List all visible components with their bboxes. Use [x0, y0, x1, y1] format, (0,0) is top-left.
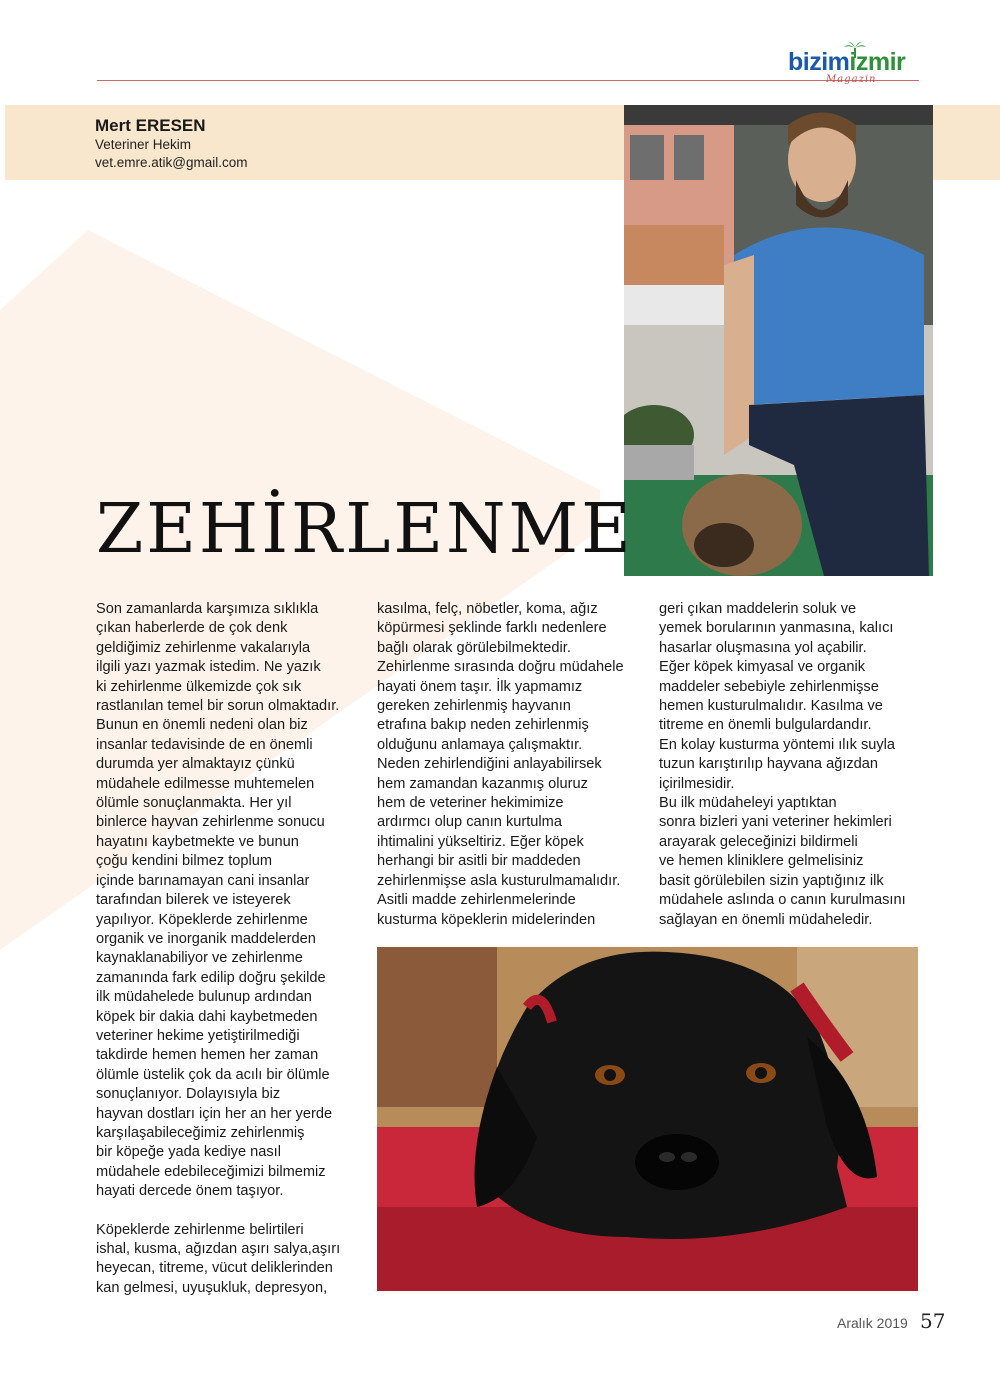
article-title: ZEHİRLENME — [96, 490, 634, 569]
issue-date: Aralık 2019 — [837, 1315, 908, 1331]
article-column-1 — [96, 600, 358, 1298]
author-photo — [624, 105, 933, 576]
magazine-logo — [788, 42, 923, 90]
article-column-3 — [659, 600, 921, 930]
paragraph: Son zamanlarda karşımıza sıklıkla çıkan haberlerde de çok denk geldiğimiz zehirlenme vakalarıyla ilgili yazı yazmak istedim. Ne yazık ki zehirlenme ülkemizde çok sık rastlanılan temel bir sorun olmaktadır. Bunun en önemli nedeni olan biz insanlar tedavisinde de en önemli durumda yer almaktayız çünkü müdahele edilmesse muhtemelen ölümle sonuçlanmakta. Her yıl binlerce hayvan zehirlenme sonucu hayatını kaybetmekte ve bunun çoğu kendini bilmez toplum içinde barınamayan cani insanlar tarafından bilerek ve isteyerek yapılıyor. Köpeklerde zehirlenme organik ve inorganik maddelerden kaynaklanabiliyor ve zehirlenme zamanında fark edilip doğru şekilde ilk müdahelede bulunup ardından köpek bir dakia dahi kaybetmeden veteriner hekime yetiştirilmediği takdirde hemen hemen her zaman ölümle üstelik çok da acılı bir ölümle sonuçlanıyor. Dolayısıyla biz hayvan dostları için her an her yerde karşılaşabileceğimiz zehirlenmiş bir köpeğe yada kediye nasıl müdahele edebileceğimizi bilmemiz hayati dercede önem taşıyor. — [96, 601, 340, 1200]
article-column-2 — [377, 600, 639, 930]
logo-subtitle: Magazin — [826, 74, 877, 85]
author-name: Mert ERESEN — [95, 116, 206, 135]
logo-wordmark: bizimizmir — [788, 48, 906, 76]
paragraph: geri çıkan maddelerin soluk ve yemek borularının yanmasına, kalıcı hasarlar oluşmasına yol açabilir. Eğer köpek kimyasal ve organik maddeler sebebiyle zehirlenmişse hemen kusturulmalıdır. Kasılma ve titreme en önemli bulgulardandır. En kolay kusturma yöntemi ılık suyla tuzun karıştırılıp hayvana ağızdan içirilmesidir. — [659, 601, 896, 792]
author-role: Veteriner Hekim — [95, 137, 192, 152]
paragraph: kasılma, felç, nöbetler, koma, ağız köpürmesi şeklinde farklı nedenlere bağlı olarak görülebilmektedir. Zehirlenme sırasında doğru müdahele hayati önem taşır. İlk yapmamız gereken zehirlenmiş hayvanın etrafına bakıp neden zehirlenmiş olduğunu anlamaya çalışmaktır. Neden zehirlendiğini anlayabilirsek hem zamandan kazanmış oluruz hem de veteriner hekimimize ardırmcı olup canın kurtulma ihtimalini yükseltiriz. Eğer köpek herhangi bir asitli bir maddeden zehirlenmişse asla kusturulmamalıdır. Asitli madde zehirlenmelerinde kusturma köpeklerin midelerinden — [377, 601, 624, 928]
author-email: vet.emre.atik@gmail.com — [95, 155, 248, 170]
paragraph: Köpeklerde zehirlenme belirtileri ishal, kusma, ağızdan aşırı salya,aşırı heyecan, titreme, vücut deliklerinden kan gelmesi, uyuşukluk, depresyon, — [96, 1221, 341, 1296]
paragraph: Bu ilk müdaheleyi yaptıktan sonra bizleri yani veteriner hekimleri arayarak geleceğinizi bildirmeli ve hemen kliniklere gelmelisiniz basit görülebilen sizin yaptığınız ilk müdahele aslında o canın kurulmasını sağlayan en önemli müdaheledir. — [659, 795, 906, 928]
page-number: 57 — [920, 1309, 946, 1333]
dog-photo — [377, 947, 918, 1291]
